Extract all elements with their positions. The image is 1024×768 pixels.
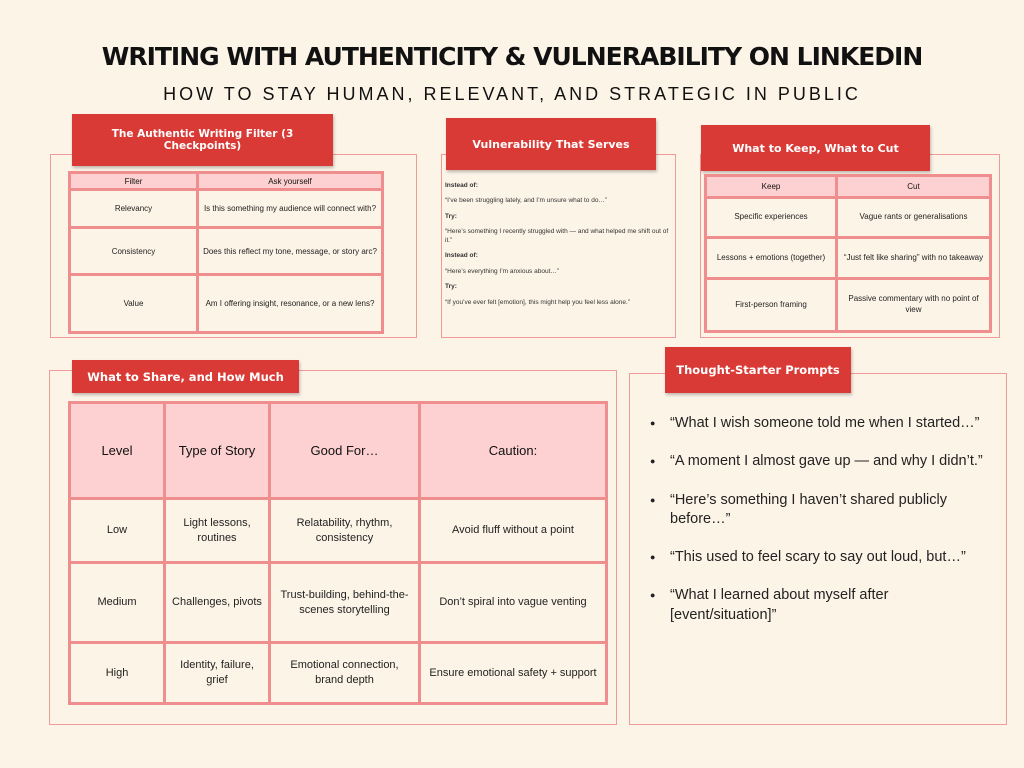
table-cell: Value: [70, 275, 198, 333]
column-header-ask-yourself: Ask yourself: [198, 173, 383, 190]
column-header-good-for: Good For…: [270, 403, 420, 499]
table-cell: Relatability, rhythm, consistency: [270, 499, 420, 563]
instead-of-label: Instead of:: [445, 182, 478, 189]
list-item: ● “What I wish someone told me when I started…”: [650, 414, 990, 433]
filter-table: [68, 171, 384, 334]
table-cell: Avoid fluff without a point: [420, 499, 607, 563]
vulnerability-panel-title: Vulnerability That Serves: [446, 118, 656, 170]
table-cell: Consistency: [70, 228, 198, 275]
table-cell: Is this something my audience will connect with?: [198, 190, 383, 228]
table-cell: Lessons + emotions (together): [706, 238, 837, 279]
instead-of-label: Instead of:: [445, 252, 478, 260]
column-header-caution: Caution:: [420, 403, 607, 499]
table-row: [70, 275, 383, 333]
column-header-keep: Keep: [706, 176, 837, 198]
table-cell: Does this reflect my tone, message, or story arc?: [198, 228, 383, 275]
table-header-row: [706, 176, 991, 198]
page-title: WRITING WITH AUTHENTICITY & VULNERABILITY ON LINKEDIN: [101, 42, 923, 71]
vulnerability-examples: [445, 182, 675, 314]
table-row: [706, 238, 991, 279]
table-cell: Vague rants or generalisations: [837, 198, 991, 238]
try-example: “If you’ve ever felt [emotion], this might help you feel less alone.”: [445, 298, 630, 306]
try-label: Try:: [445, 283, 457, 291]
table-row: [70, 499, 607, 563]
prompts-list: [650, 414, 990, 644]
table-cell: Passive commentary with no point of view: [837, 279, 991, 332]
table-cell: Specific experiences: [706, 198, 837, 238]
table-cell: Don’t spiral into vague venting: [420, 563, 607, 643]
list-item: ● “This used to feel scary to say out loud, but…”: [650, 548, 990, 567]
table-cell: Light lessons, routines: [165, 499, 270, 563]
list-item: ● “What I learned about myself after [event/situation]”: [650, 586, 990, 625]
table-cell: Emotional connection, brand depth: [270, 643, 420, 704]
list-item: ● “Here’s something I haven’t shared publicly before…”: [650, 491, 990, 530]
try-example: “Here’s something I recently struggled with — and what helped me shift out of it.”: [445, 228, 669, 244]
table-header-row: [70, 403, 607, 499]
table-cell: Low: [70, 499, 165, 563]
share-table: [68, 401, 608, 705]
table-row: [70, 563, 607, 643]
table-cell: Ensure emotional safety + support: [420, 643, 607, 704]
prompts-panel-title: Thought-Starter Prompts: [665, 347, 851, 393]
keep-cut-table: [704, 174, 992, 333]
table-row: [70, 228, 383, 275]
table-cell: Relevancy: [70, 190, 198, 228]
table-row: [70, 643, 607, 704]
filter-panel-title: The Authentic Writing Filter (3 Checkpoints): [72, 114, 333, 166]
column-header-type-of-story: Type of Story: [165, 403, 270, 499]
table-row: [706, 198, 991, 238]
table-cell: Am I offering insight, resonance, or a new lens?: [198, 275, 383, 333]
keep-cut-panel-title: What to Keep, What to Cut: [701, 125, 930, 171]
table-header-row: [70, 173, 383, 190]
column-header-cut: Cut: [837, 176, 991, 198]
list-item: ● “A moment I almost gave up — and why I didn’t.”: [650, 452, 990, 471]
try-label: Try:: [445, 212, 457, 220]
table-cell: First-person framing: [706, 279, 837, 332]
instead-of-example: “Here’s everything I’m anxious about…”: [445, 267, 560, 275]
column-header-filter: Filter: [70, 173, 198, 190]
table-row: [70, 190, 383, 228]
table-cell: Challenges, pivots: [165, 563, 270, 643]
instead-of-example: “I’ve been struggling lately, and I’m unsure what to do…”: [445, 197, 608, 205]
table-cell: Trust-building, behind-the-scenes storytelling: [270, 563, 420, 643]
table-cell: Medium: [70, 563, 165, 643]
table-cell: “Just felt like sharing” with no takeaway: [837, 238, 991, 279]
table-cell: High: [70, 643, 165, 704]
column-header-level: Level: [70, 403, 165, 499]
share-panel-title: What to Share, and How Much: [72, 360, 299, 393]
page-subtitle: HOW TO STAY HUMAN, RELEVANT, AND STRATEGIC IN PUBLIC: [163, 84, 861, 104]
table-cell: Identity, failure, grief: [165, 643, 270, 704]
table-row: [706, 279, 991, 332]
